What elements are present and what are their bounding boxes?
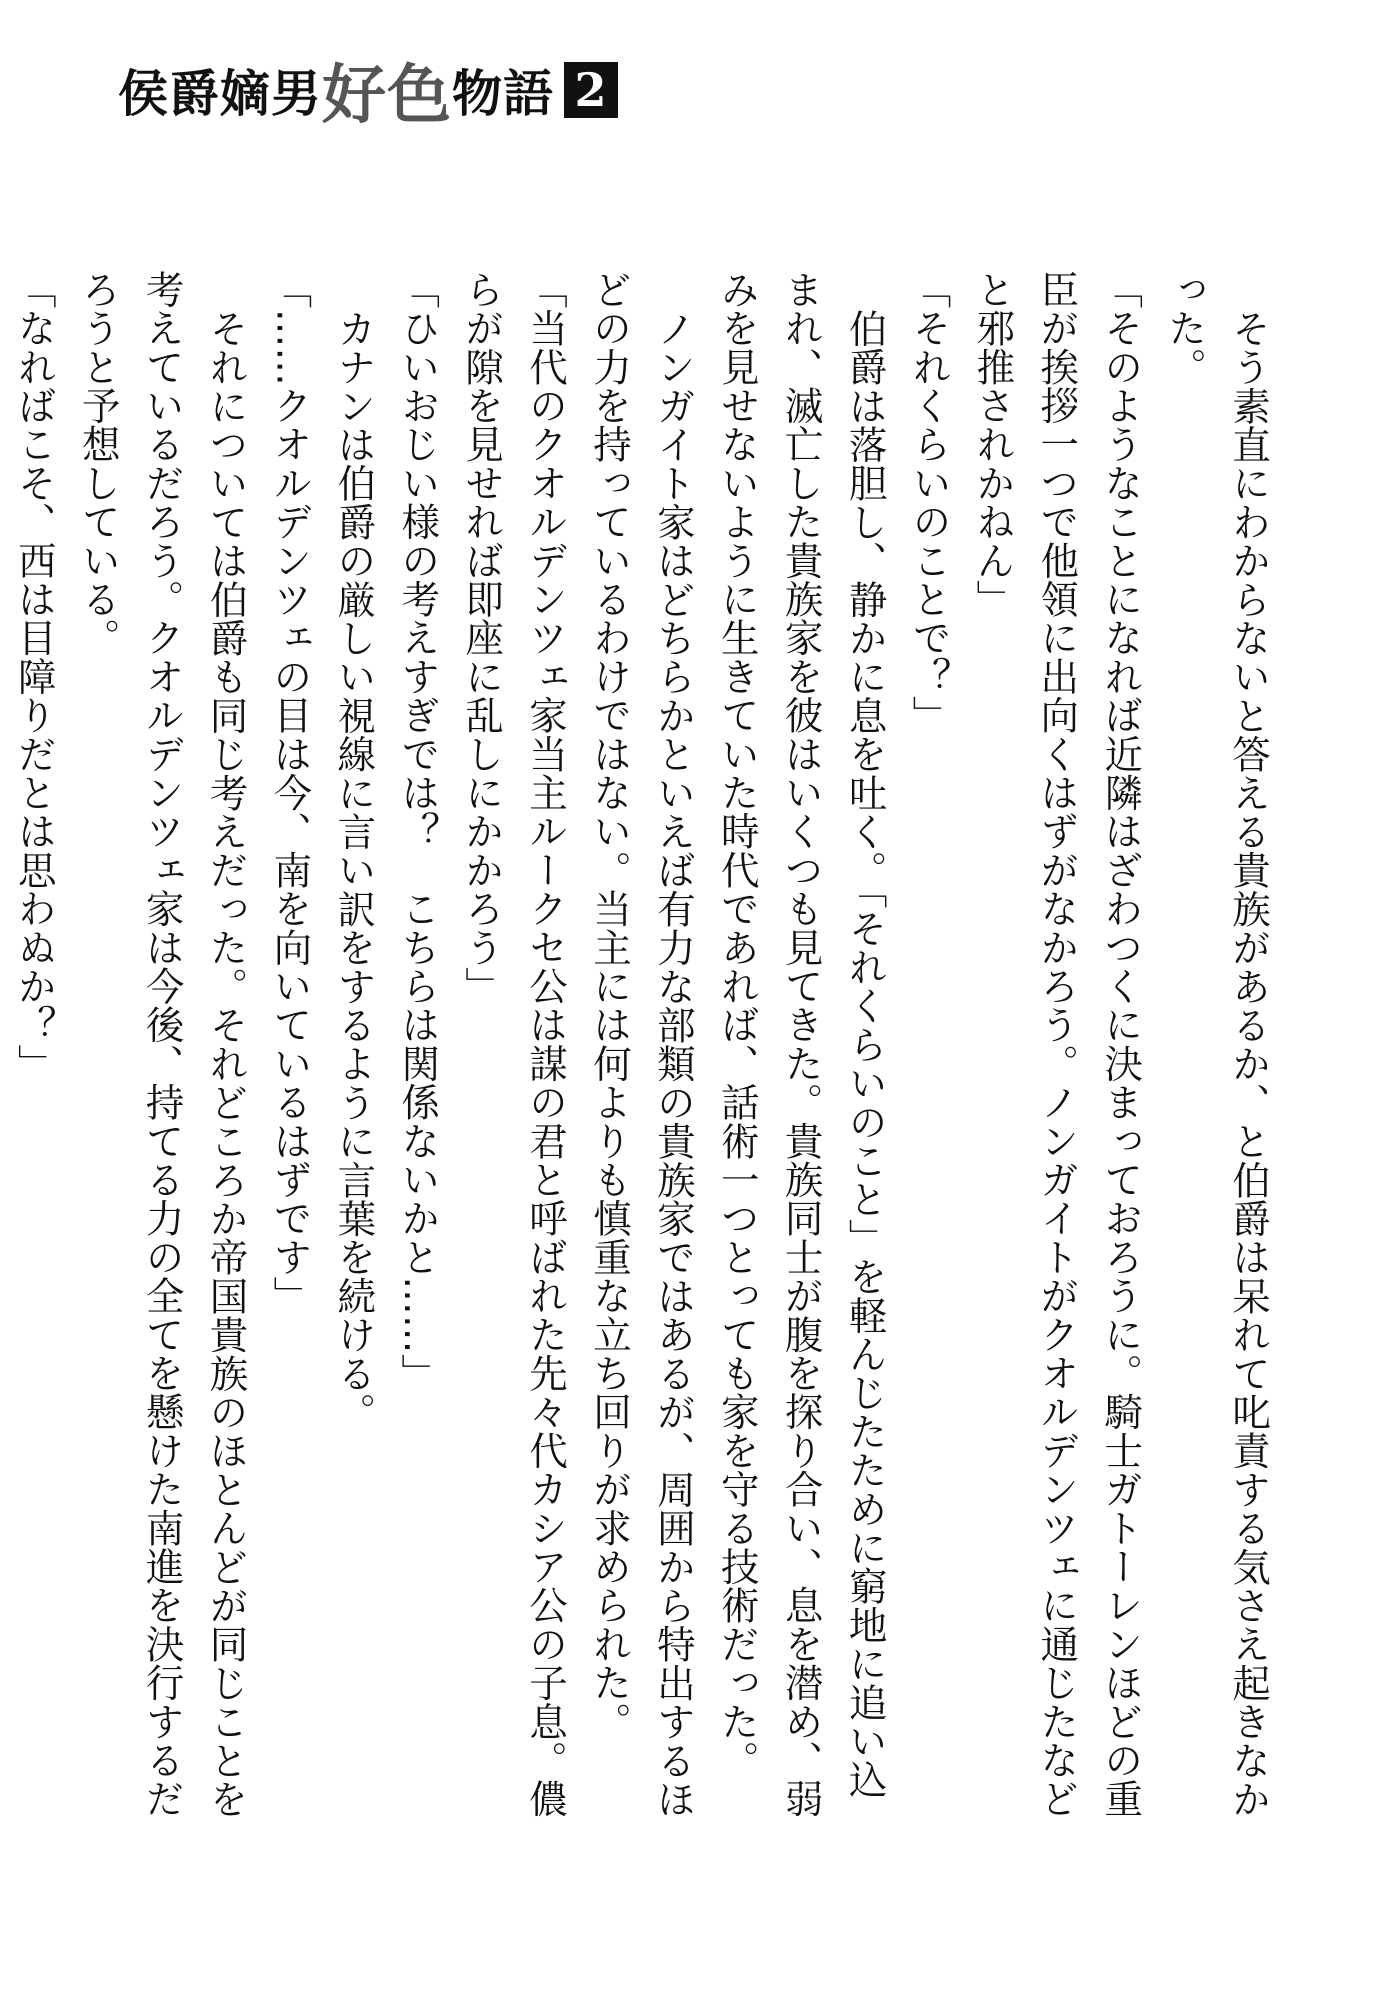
title-part-a: 侯爵嫡男 [118,64,322,123]
paragraph-3: 「それくらいのことで？」 [906,270,952,735]
paragraph-9: 「……クオルデンツェの目は今、南を向いているはずです」 [267,270,313,1315]
paragraph-1: そう素直にわからないと答える貴族があるか、と伯爵は呆れて叱責する気さえ起きなかった。 [1162,270,1271,1818]
title-part-c: 物語 [452,64,554,123]
paragraph-4: 伯爵は落胆し、静かに息を吐く。「それくらいのこと」を軽んじたために窮地に追い込まれ、滅亡した貴族家を彼はいくつも見てきた。貴族同士が腹を探り合い、息を潜め、弱みを見せないように生きていた時代であれば、話術一つとっても家を守る技術だった。 [714,270,888,1818]
paragraph-2: 「そのようなことになれば近隣はざわつくに決まっておろうに。騎士ガトーレンほどの重臣が挨拶一つで他領に出向くはずがなかろう。ノンガイトがクオルデンツェに通じたなどと邪推されかねん」 [970,270,1144,1818]
title-part-emphasis: 好色 [322,58,452,133]
book-title [118,44,618,136]
paragraph-12 [0,270,2,1830]
vertical-text-body [11,270,1280,1830]
paragraph-11: 「なればこそ、西は目障りだとは思わぬか？」 [11,270,57,1083]
paragraph-5: ノンガイト家はどちらかといえば有力な部類の貴族家ではあるが、周囲から特出するほどの力を持っているわけではない。当主には何よりも慎重な立ち回りが求められた。 [586,270,696,1818]
volume-badge: 2 [564,62,618,118]
paragraph-7: 「ひいおじい様の考えすぎでは？ こちらは関係ないかと……」 [395,270,441,1393]
paragraph-6: 「当代のクオルデンツェ家当主ルークセ公は謀の君と呼ばれた先々代カシア公の子息。儂らが隙を見せれば即座に乱しにかかろう」 [459,270,569,1818]
paragraph-8: カナンは伯爵の厳しい視線に言い訳をするように言葉を続ける。 [331,308,377,1431]
paragraph-10: それについては伯爵も同じ考えだった。それどころか帝国貴族のほとんどが同じことを考えているだろう。クオルデンツェ家は今後、持てる力の全てを懸けた南進を決行するだろうと予想している。 [75,270,249,1818]
